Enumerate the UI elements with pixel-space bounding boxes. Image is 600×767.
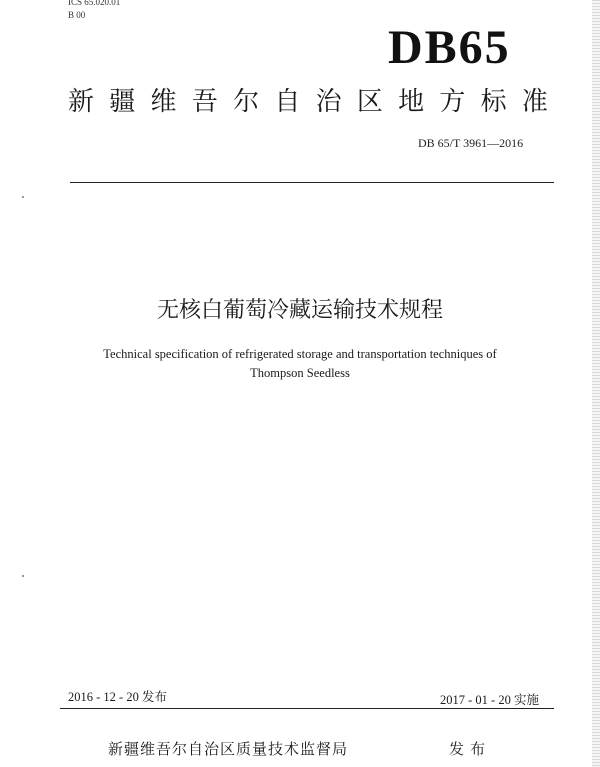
standard-type-title [68, 85, 548, 119]
header-divider [70, 182, 554, 183]
standard-logo: DB65 [388, 21, 511, 74]
publisher-name: 新疆维吾尔自治区质量技术监督局 [108, 740, 349, 758]
classification-code: B 00 [68, 10, 86, 20]
document-title-chinese: 无核白葡萄冷藏运输技术规程 [156, 298, 443, 323]
standard-title-char: 标 [480, 87, 507, 117]
implementation-date: 2017 - 01 - 20 实施 [440, 693, 539, 707]
standard-title-char: 地 [398, 87, 425, 117]
document-title-english-line1: Technical specification of refrigerated storage and transportation techniques of [103, 347, 497, 361]
standard-title-char: 方 [439, 87, 466, 117]
ics-code: ICS 65.020.01 [68, 0, 121, 7]
publish-label: 发布 [449, 740, 492, 758]
scan-speck [22, 575, 24, 577]
scan-speck [22, 196, 24, 198]
standard-title-char: 疆 [109, 87, 136, 117]
standard-title-char: 吾 [191, 87, 218, 117]
standard-title-char: 新 [68, 87, 95, 117]
standard-title-char: 自 [274, 87, 301, 117]
issue-date: 2016 - 12 - 20 发布 [68, 690, 167, 704]
standard-number: DB 65/T 3961—2016 [418, 136, 524, 150]
standard-title-char: 维 [150, 87, 177, 117]
document-title-english-line2: Thompson Seedless [250, 366, 350, 380]
standard-title-char: 尔 [233, 87, 260, 117]
standard-title-char: 区 [356, 87, 383, 117]
scan-edge-strip [592, 0, 600, 767]
standard-title-char: 准 [521, 87, 548, 117]
footer-divider [60, 708, 554, 709]
standard-title-char: 治 [315, 87, 342, 117]
